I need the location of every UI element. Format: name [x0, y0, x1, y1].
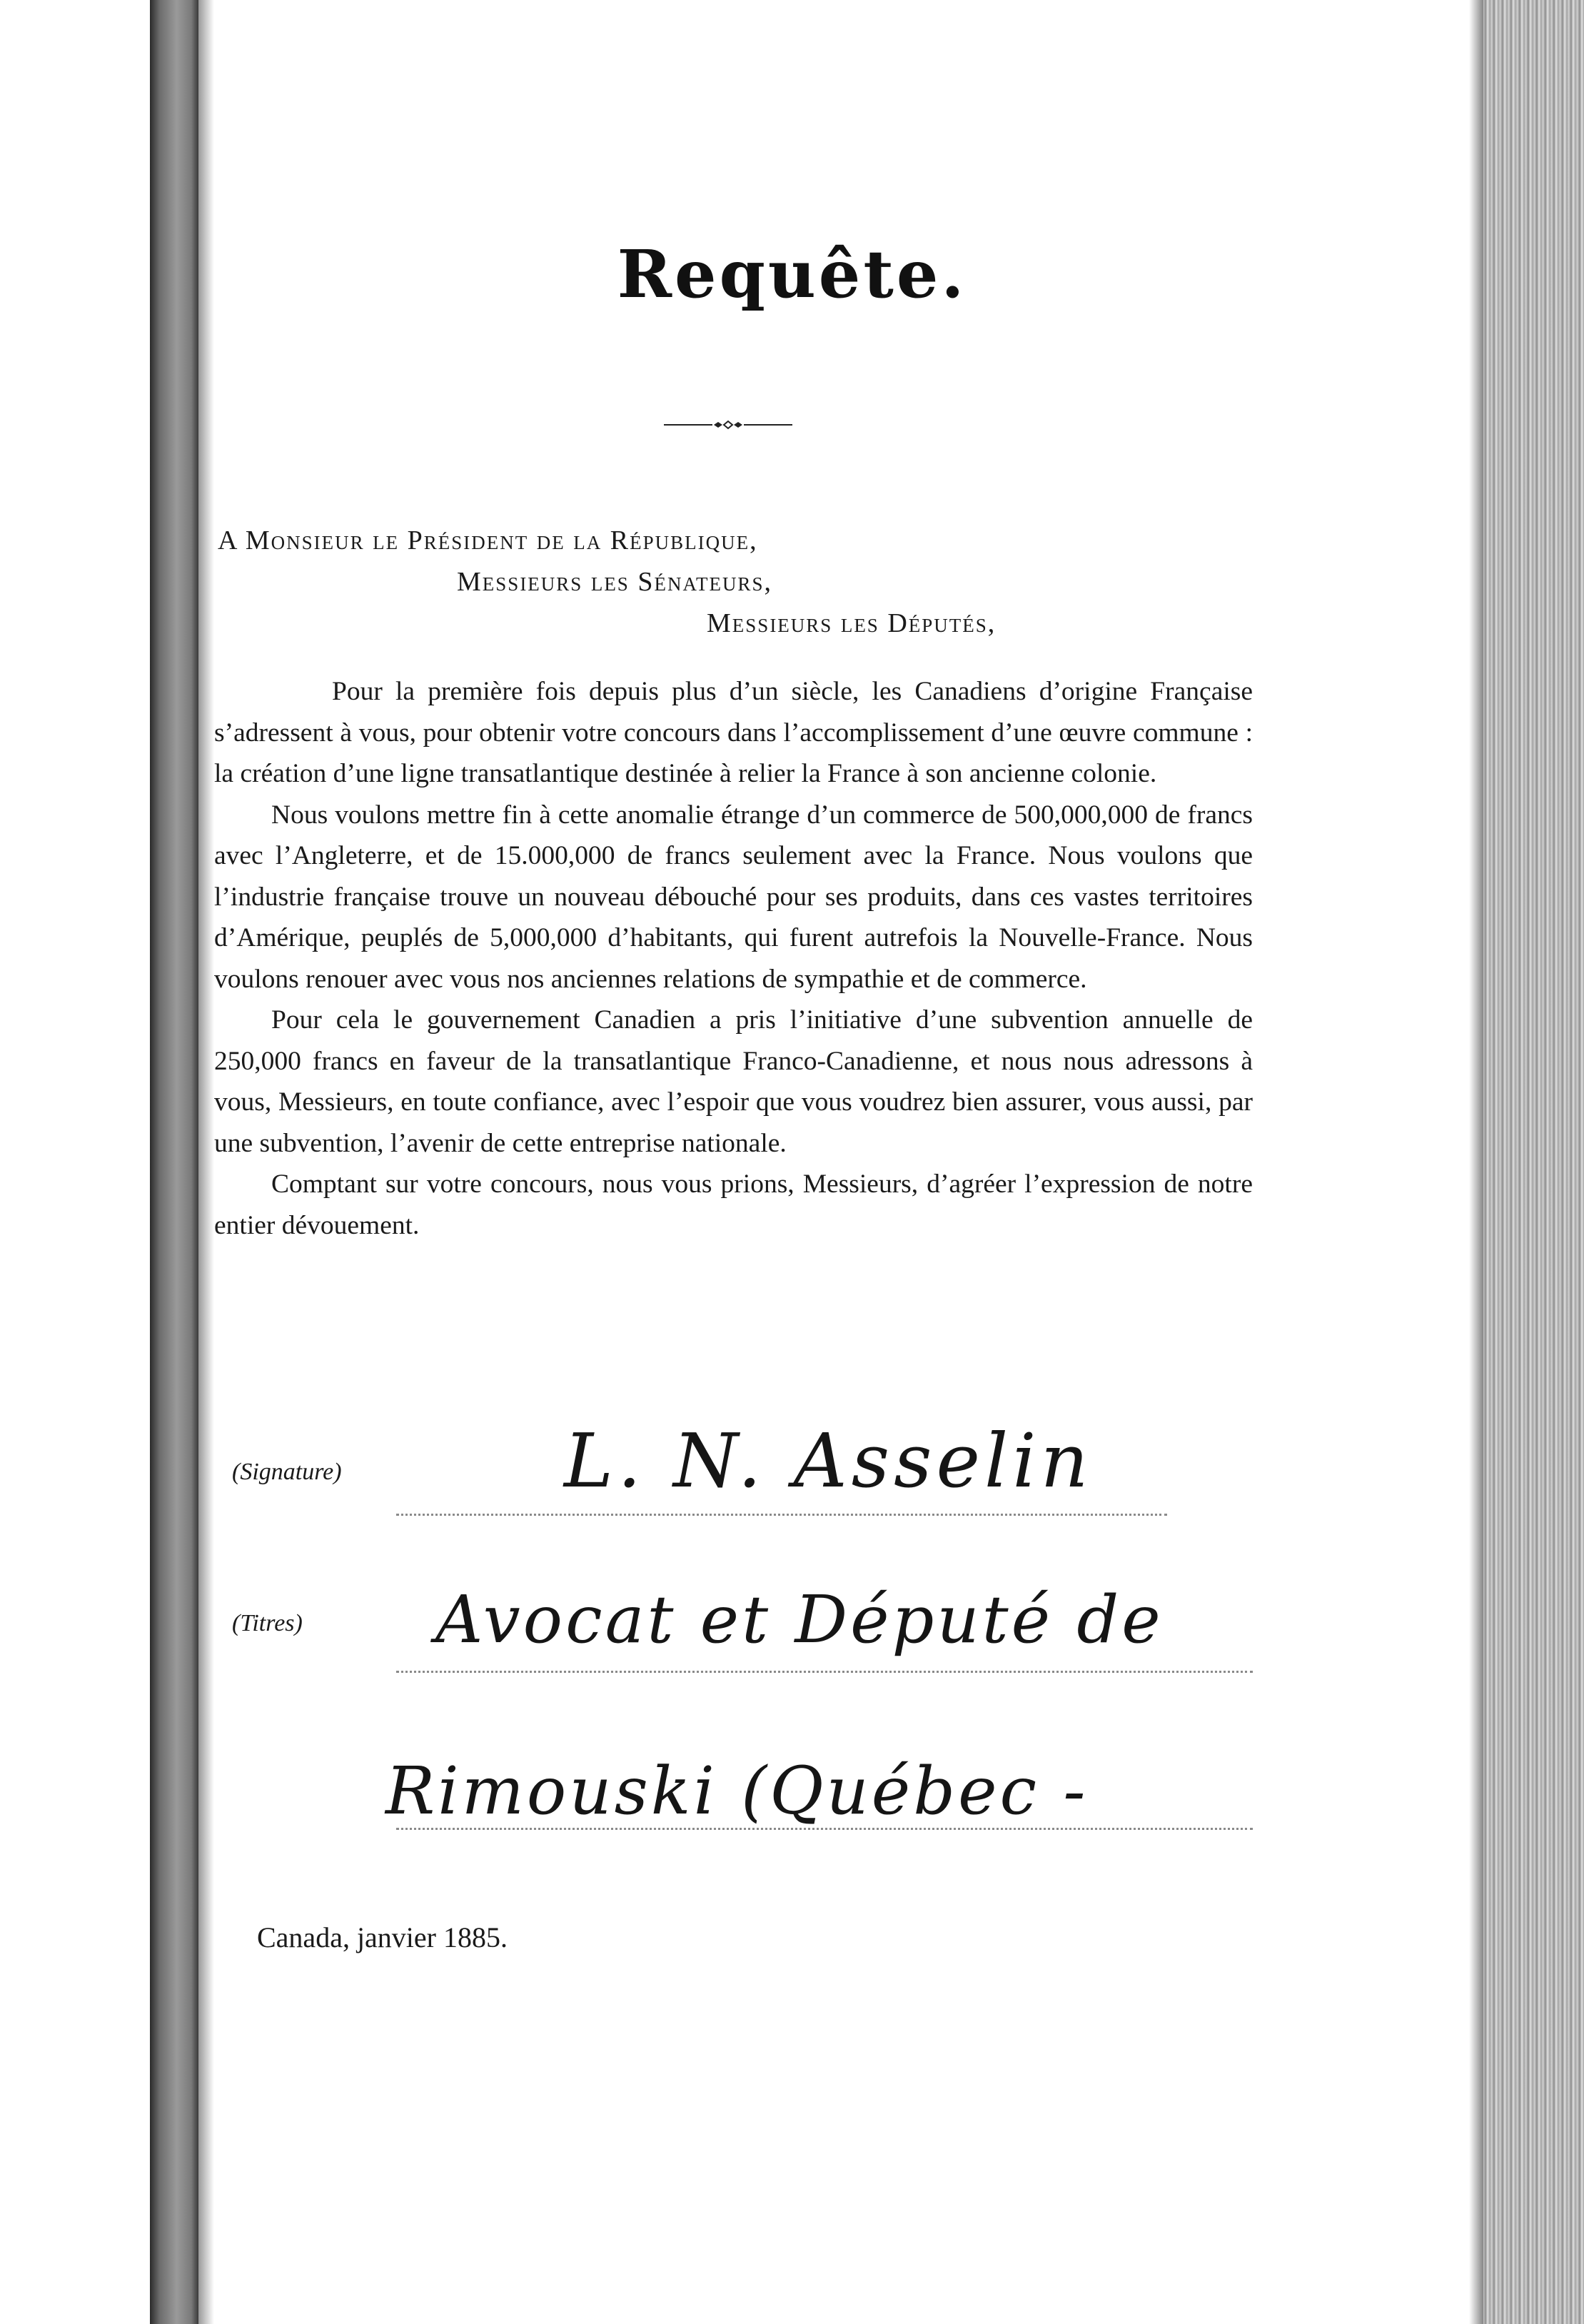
dateline: Canada, janvier 1885.	[257, 1921, 508, 1953]
titres-label: (Titres)	[232, 1610, 303, 1636]
stacked-page-edges	[1483, 0, 1584, 2324]
paragraph-3: Pour cela le gouvernement Canadien a pris l’initiative d’une subvention annuelle de 250,000 francs en faveur de la transatlantique Franco-Canadienne, et nous nous adressons à vous, Messieurs, en toute confiance, avec l’espoir que vous voudrez bien assurer, vous aussi, par une subvention, l’avenir de cette entreprise nationale.	[214, 1005, 1253, 1158]
handwritten-signature: L. N. Asselin	[564, 1417, 1093, 1504]
document-title: Requête.	[617, 236, 967, 313]
handwritten-titres-line-1: Avocat et Député de	[435, 1581, 1164, 1658]
paragraph-2: Nous voulons mettre fin à cette anomalie étrange d’un commerce de 500,000,000 de francs avec l’Angleterre, et de 15.000,000 de francs seulement avec la France. Nous voulons que l’industrie française trouve un nouveau débouché pour ses produits, dans ces vastes territoires d’Amérique, peuplés de 5,000,000 d’habitants, qui furent autrefois la Nouvelle-France. Nous voulons renouer avec vous nos anciennes relations de sympathie et de commerce.	[214, 800, 1253, 994]
signature-label: (Signature)	[232, 1459, 342, 1485]
paragraph-1: Pour la première fois depuis plus d’un siècle, les Canadiens d’origine Française s’adressent à vous, pour obtenir votre concours dans l’accomplissement d’une œuvre commune : la création d’une ligne transatlantique destinée à relier la France à son ancienne colonie.	[214, 677, 1253, 788]
address-senateurs: Messieurs les Sénateurs,	[457, 567, 772, 597]
titres-line-1	[396, 1671, 1253, 1673]
address-president: A Monsieur le Président de la République,	[218, 525, 758, 555]
ornament-divider-icon	[664, 420, 792, 430]
address-deputes: Messieurs les Députés,	[707, 608, 997, 638]
paragraph-4: Comptant sur votre concours, nous vous prions, Messieurs, d’agréer l’expression de notre entier dévouement.	[214, 1169, 1253, 1240]
book-spine-gutter	[150, 0, 198, 2324]
signature-line	[396, 1514, 1167, 1516]
gutter-shadow	[198, 0, 214, 2324]
page-edge-shadow	[1469, 0, 1485, 2324]
handwritten-titres-line-2: Rimouski (Québec -	[385, 1753, 1089, 1829]
letter-body	[214, 671, 1253, 1246]
